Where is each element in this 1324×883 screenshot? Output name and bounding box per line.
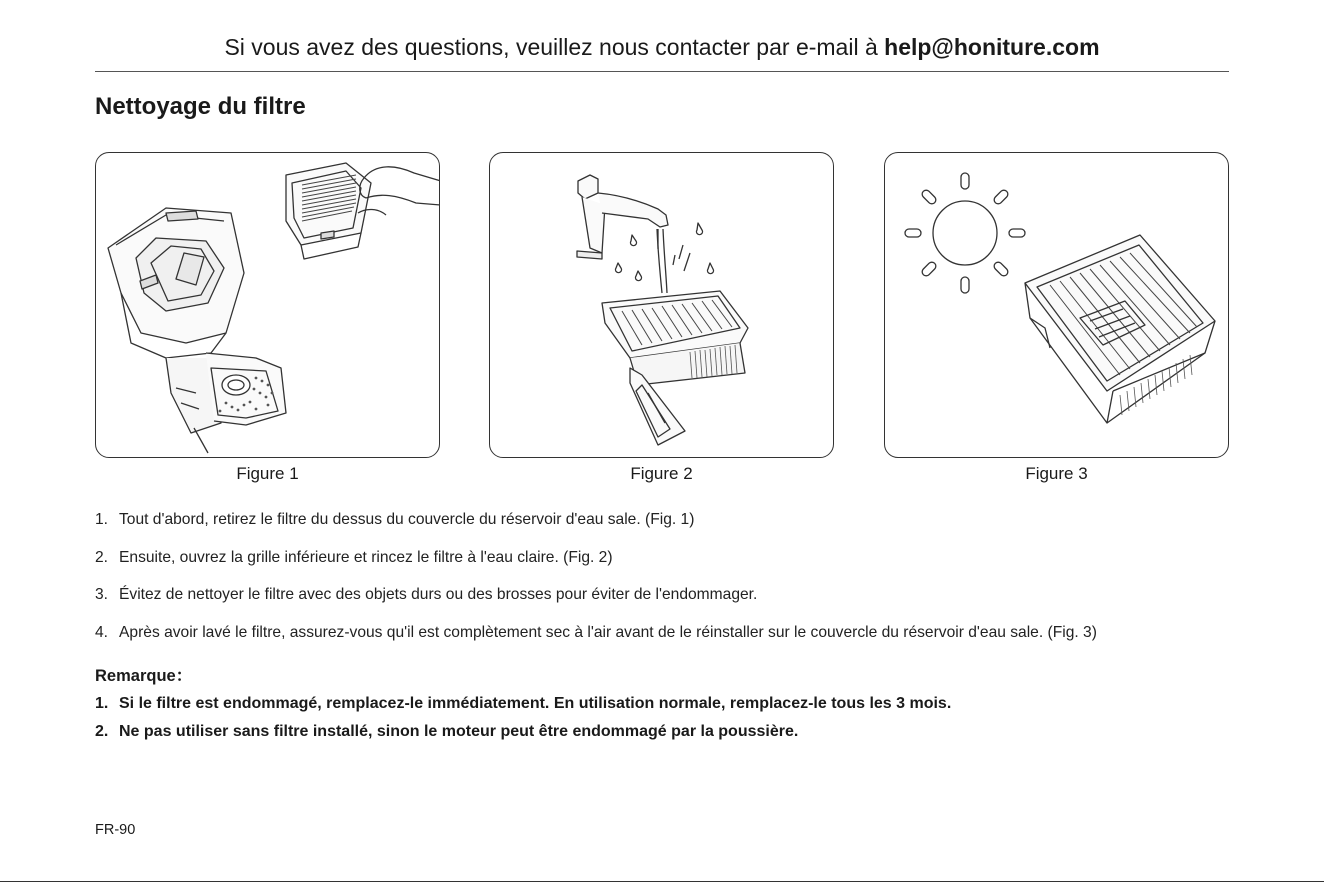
filter-removal-illustration-icon [96,153,440,458]
step-number: 2. [95,548,109,566]
step-item [95,585,1255,605]
step-number: 4. [95,623,109,641]
remark-item [95,694,951,714]
contact-email[interactable]: help@honiture.com [884,34,1100,60]
step-item [95,510,1255,530]
step-item [95,623,1255,643]
section-title: Nettoyage du filtre [95,93,306,120]
contact-header [95,30,1229,64]
figure-3-panel [884,152,1229,458]
sun-dry-illustration-icon [885,153,1229,458]
step-text: Évitez de nettoyer le filtre avec des objets durs ou des brosses pour éviter de l'endommager. [119,586,758,603]
figure-2-panel [489,152,834,458]
figure-1-panel [95,152,440,458]
cleaning-steps-list [95,510,1255,660]
figure-2-caption: Figure 2 [630,464,693,483]
header-divider [95,71,1229,72]
remark-text: Si le filtre est endommagé, remplacez-le immédiatement. En utilisation normale, remplacez-le tous les 3 mois. [119,695,952,712]
page-number: FR-90 [95,822,136,838]
step-number: 3. [95,586,109,603]
remark-item [95,722,951,742]
step-text: Après avoir lavé le filtre, assurez-vous qu'il est complètement sec à l'air avant de le réinstaller sur le couvercle du réservoir d'eau sale. (Fig. 3) [119,623,1097,641]
remark-text: Ne pas utiliser sans filtre installé, sinon le moteur peut être endommagé par la poussière. [119,723,799,740]
remark-number: 1. [95,695,109,712]
contact-header-text: Si vous avez des questions, veuillez nous contacter par e-mail à [224,34,885,60]
step-number: 1. [95,511,109,528]
remarks-list [95,694,951,750]
page-bottom-border [0,881,1324,882]
step-text: Tout d'abord, retirez le filtre du dessus du couvercle du réservoir d'eau sale. (Fig. 1) [119,511,695,528]
remark-number: 2. [95,723,109,740]
step-item [95,548,1255,568]
figure-1-caption: Figure 1 [236,464,299,483]
figure-3-caption: Figure 3 [1025,464,1088,483]
remark-title: Remarque： [95,667,193,685]
step-text: Ensuite, ouvrez la grille inférieure et rincez le filtre à l'eau claire. (Fig. 2) [119,548,613,566]
faucet-rinse-illustration-icon [490,153,834,458]
